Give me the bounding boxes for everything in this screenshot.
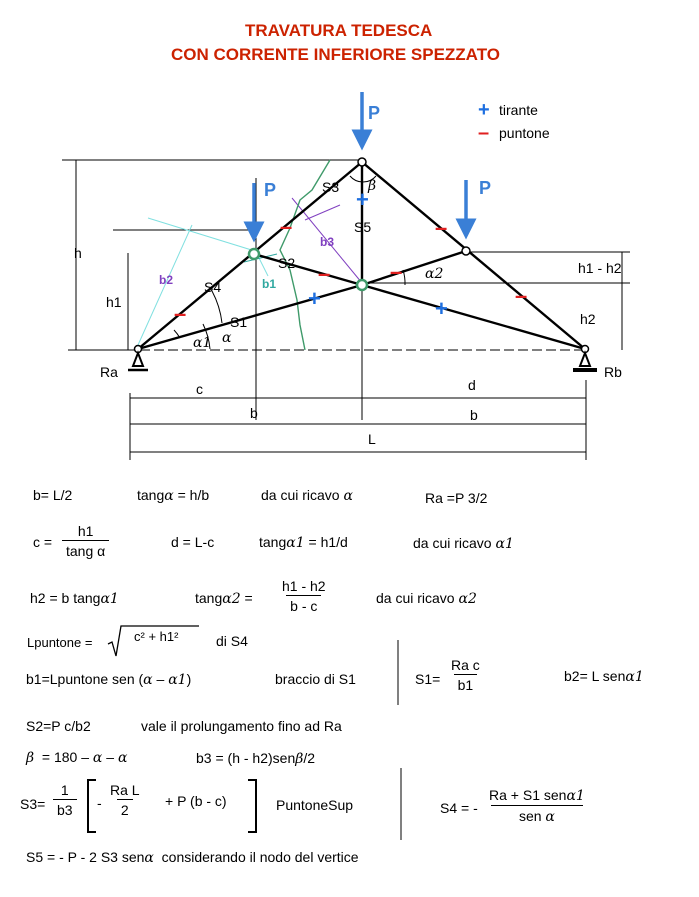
bracket-left <box>88 780 96 832</box>
legend-minus-label: puntone <box>499 125 550 141</box>
fraction-ral-2 <box>106 782 144 818</box>
dim-label-l: L <box>368 431 376 447</box>
dim-label-d: d <box>468 377 476 393</box>
formula-d: d = L-c <box>171 534 215 550</box>
load-label-right: P <box>479 178 492 198</box>
fraction-ral-den: 2 <box>117 799 133 818</box>
dim-label-h: h <box>74 245 82 261</box>
sqrt-content: c² + h1² <box>134 629 179 644</box>
ricavo-alpha: da cui ricavo α <box>261 487 353 504</box>
formula-ra: Ra =P 3/2 <box>425 490 488 506</box>
title-line-2: CON CORRENTE INFERIORE SPEZZATO <box>171 45 501 64</box>
formula-tang-alpha1: tangα1 = h1/d <box>259 534 348 551</box>
fraction-c-num: h1 <box>77 523 94 539</box>
angle-label-alpha2: α2 <box>425 266 444 282</box>
load-label-left: P <box>264 180 277 200</box>
formula-s1-lhs: S1= <box>415 671 441 687</box>
dimension-lines <box>62 160 630 460</box>
sign-bottom-right: + <box>435 296 448 321</box>
formula-beta: β = 180 – α – α <box>26 749 128 766</box>
member-label-s3: S3 <box>322 179 340 195</box>
formula-di-s4: di S4 <box>216 633 248 649</box>
sign-s4: – <box>174 301 187 326</box>
formula-tang-alpha2: tangα2 = <box>195 590 253 607</box>
formula-s2: S2=P c/b2 <box>26 718 91 734</box>
dim-label-h1: h1 <box>106 294 122 310</box>
formula-b3: b3 = (h - h2)senβ/2 <box>196 750 316 767</box>
fraction-alpha2-num: h1 - h2 <box>282 578 326 594</box>
ricavo-alpha2: da cui ricavo α2 <box>376 590 477 607</box>
dim-label-h2: h2 <box>580 311 596 327</box>
sign-top-right-lower: – <box>515 283 528 308</box>
formula-b1: b1=Lpuntone sen (α – α1) <box>26 671 192 688</box>
fraction-s1 <box>447 657 484 693</box>
load-label-top: P <box>368 103 381 123</box>
sign-s5: + <box>356 187 369 212</box>
ricavo-alpha1: da cui ricavo α1 <box>413 535 514 552</box>
s3-minus: - <box>97 795 102 811</box>
member-label-s4: S4 <box>204 279 222 295</box>
arm-label-b1: b1 <box>262 277 277 291</box>
fraction-1-b3-num: 1 <box>60 782 69 798</box>
support-left <box>128 353 148 370</box>
formula-c-lhs: c = <box>33 534 53 550</box>
formula-tang-alpha: tangα = h/b <box>137 487 210 504</box>
formula-lpuntone: Lpuntone = <box>27 635 93 650</box>
legend <box>478 99 550 144</box>
puntone-sup: PuntoneSup <box>276 797 354 813</box>
legend-plus-symbol: + <box>478 99 490 121</box>
arm-label-b3: b3 <box>320 235 335 249</box>
fraction-s4 <box>485 787 589 825</box>
fraction-s1-den: b1 <box>454 674 478 693</box>
member-label-s5: S5 <box>354 219 372 235</box>
member-label-s1: S1 <box>230 314 248 330</box>
legend-minus-symbol: – <box>478 122 490 144</box>
title-line-1: TRAVATURA TEDESCA <box>245 21 433 40</box>
fraction-1-b3 <box>53 782 77 818</box>
bracket-right <box>248 780 256 832</box>
sign-s3-right: – <box>435 215 448 240</box>
support-label-ra: Ra <box>100 364 118 380</box>
s2-note: vale il prolungamento fino ad Ra <box>141 718 342 734</box>
formula-b: b= L/2 <box>33 487 73 503</box>
fraction-tang-alpha2 <box>278 578 330 614</box>
member-label-s2: S2 <box>278 255 296 271</box>
formula-h2: h2 = b tangα1 <box>30 590 119 607</box>
angle-label-alpha1: α1 <box>193 335 212 351</box>
sign-diag-right: – <box>390 259 403 284</box>
dim-label-h1-h2: h1 - h2 <box>578 260 622 276</box>
fraction-1-b3-den: b3 <box>53 799 77 818</box>
fraction-c <box>62 523 109 559</box>
sign-s2: – <box>318 261 331 286</box>
angle-label-beta: β <box>368 178 377 194</box>
support-right <box>573 353 597 370</box>
sign-s1: + <box>308 286 321 311</box>
dim-label-c: c <box>196 381 203 397</box>
dim-label-b-right: b <box>470 407 478 423</box>
angle-label-alpha: α <box>222 330 232 346</box>
formula-s3-lhs: S3= <box>20 796 46 812</box>
fraction-s1-num: Ra c <box>451 657 480 673</box>
dim-label-b-left: b <box>250 405 258 421</box>
formula-s4-lhs: S4 = - <box>440 800 478 816</box>
fraction-s4-num: Ra + S1 senα1 <box>489 787 585 804</box>
fraction-ral-num: Ra L <box>110 782 140 798</box>
braccio-s1: braccio di S1 <box>275 671 356 687</box>
support-label-rb: Rb <box>604 364 622 380</box>
fraction-c-den: tang α <box>62 540 109 559</box>
formula-b2: b2= L senα1 <box>564 668 644 685</box>
formula-s5: S5 = - P - 2 S3 senα considerando il nodo del vertice <box>26 849 359 866</box>
s3-plus-term: + P (b - c) <box>165 793 227 809</box>
sign-s3-left: – <box>280 214 293 239</box>
fraction-s4-den: sen α <box>491 805 583 825</box>
fraction-alpha2-den: b - c <box>286 595 321 614</box>
arm-label-b2: b2 <box>159 273 174 287</box>
legend-plus-label: tirante <box>499 102 538 118</box>
